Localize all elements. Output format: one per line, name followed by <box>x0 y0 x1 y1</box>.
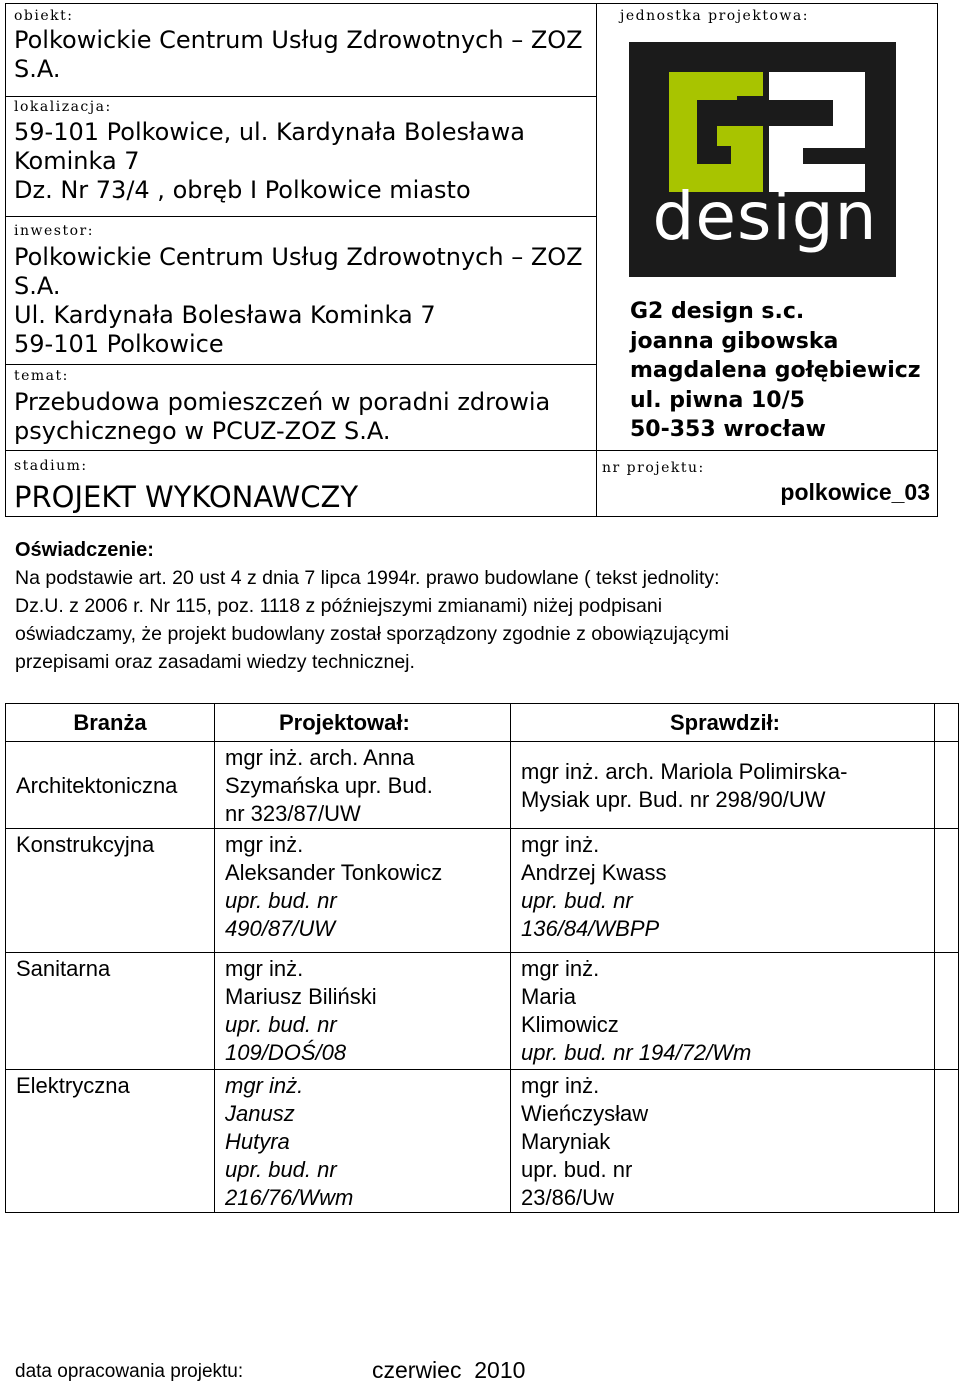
header-sprawdzil: Sprawdził: <box>511 704 935 742</box>
g2-design-logo <box>629 42 896 277</box>
date-value: czerwiec 2010 <box>372 1357 526 1383</box>
table-row <box>6 742 959 829</box>
nr-projektu-value: polkowice_03 <box>780 479 930 505</box>
table-row <box>6 829 959 953</box>
branza-cell: Konstrukcyjna <box>16 832 155 857</box>
sprawdzil-cell: mgr inż. arch. Mariola Polimirska- Mysiak upr. Bud. nr 298/90/UW <box>521 759 848 812</box>
table-row <box>6 1070 959 1213</box>
obiekt-value: Polkowickie Centrum Usług Zdrowotnych – ZOZ S.A. <box>14 26 583 83</box>
jednostka-label: jednostka projektowa: <box>620 8 809 24</box>
branza-cell: Architektoniczna <box>16 773 178 798</box>
projektowal-cell: mgr inż. Mariusz Biliński upr. bud. nr 109/DOŚ/08 <box>225 956 377 1065</box>
title-block-divider <box>596 3 597 517</box>
projektowal-cell: mgr inż. arch. Anna Szymańska upr. Bud. nr 323/87/UW <box>225 745 433 826</box>
branza-cell: Sanitarna <box>16 956 111 981</box>
logo-design-text: design <box>652 178 878 255</box>
projektowal-cell: mgr inż. Aleksander Tonkowicz upr. bud. nr 490/87/UW <box>225 832 443 941</box>
branza-cell: Elektryczna <box>16 1073 130 1098</box>
header-branza: Branża <box>6 704 215 742</box>
temat-value: Przebudowa pomieszczeń w poradni zdrowia psychicznego w PCUZ-ZOZ S.A. <box>14 388 551 445</box>
sprawdzil-cell: mgr inż. Andrzej Kwass upr. bud. nr 136/84/WBPP <box>521 832 667 941</box>
table-row <box>6 953 959 1070</box>
firm-info: G2 design s.c. joanna gibowska magdalena gołębiewicz ul. piwna 10/5 50-353 wrocław <box>630 299 921 442</box>
statement-body: Na podstawie art. 20 ust 4 z dnia 7 lipca 1994r. prawo budowlane ( tekst jednolity: Dz.U. z 2006 r. Nr 115, poz. 1118 z późniejszymi zmianami) niżej podpisani oświadczamy, że projekt budowlany został sporządzony zgodnie z obowiązującymi przepisami oraz zasadami wiedzy technicznej. <box>15 567 729 673</box>
nr-projektu-label: nr projektu: <box>602 460 705 476</box>
obiekt-label: obiekt: <box>14 8 74 24</box>
header-projektowal: Projektował: <box>215 704 511 742</box>
inwestor-value: Polkowickie Centrum Usług Zdrowotnych – ZOZ S.A. Ul. Kardynała Bolesława Kominka 7 59-101 Polkowice <box>14 243 583 358</box>
sprawdzil-cell: mgr inż. Wieńczysław Maryniak upr. bud. nr 23/86/Uw <box>521 1073 649 1210</box>
stadium-label: stadium: <box>14 458 88 474</box>
date-label: data opracowania projektu: <box>15 1361 244 1382</box>
stadium-value: PROJEKT WYKONAWCZY <box>14 480 359 514</box>
lokalizacja-label: lokalizacja: <box>14 99 112 115</box>
inwestor-label: inwestor: <box>14 223 94 239</box>
temat-label: temat: <box>14 368 69 384</box>
projektowal-cell: mgr inż. Janusz Hutyra upr. bud. nr 216/76/Wwm <box>225 1073 354 1210</box>
table-header-row <box>6 704 959 742</box>
statement-title: Oświadczenie: <box>15 539 154 561</box>
lokalizacja-value: 59-101 Polkowice, ul. Kardynała Bolesława Kominka 7 Dz. Nr 73/4 , obręb I Polkowice miasto <box>14 118 525 204</box>
sprawdzil-cell: mgr inż. Maria Klimowicz upr. bud. nr 194/72/Wm <box>521 956 752 1065</box>
designers-table <box>5 703 959 1213</box>
